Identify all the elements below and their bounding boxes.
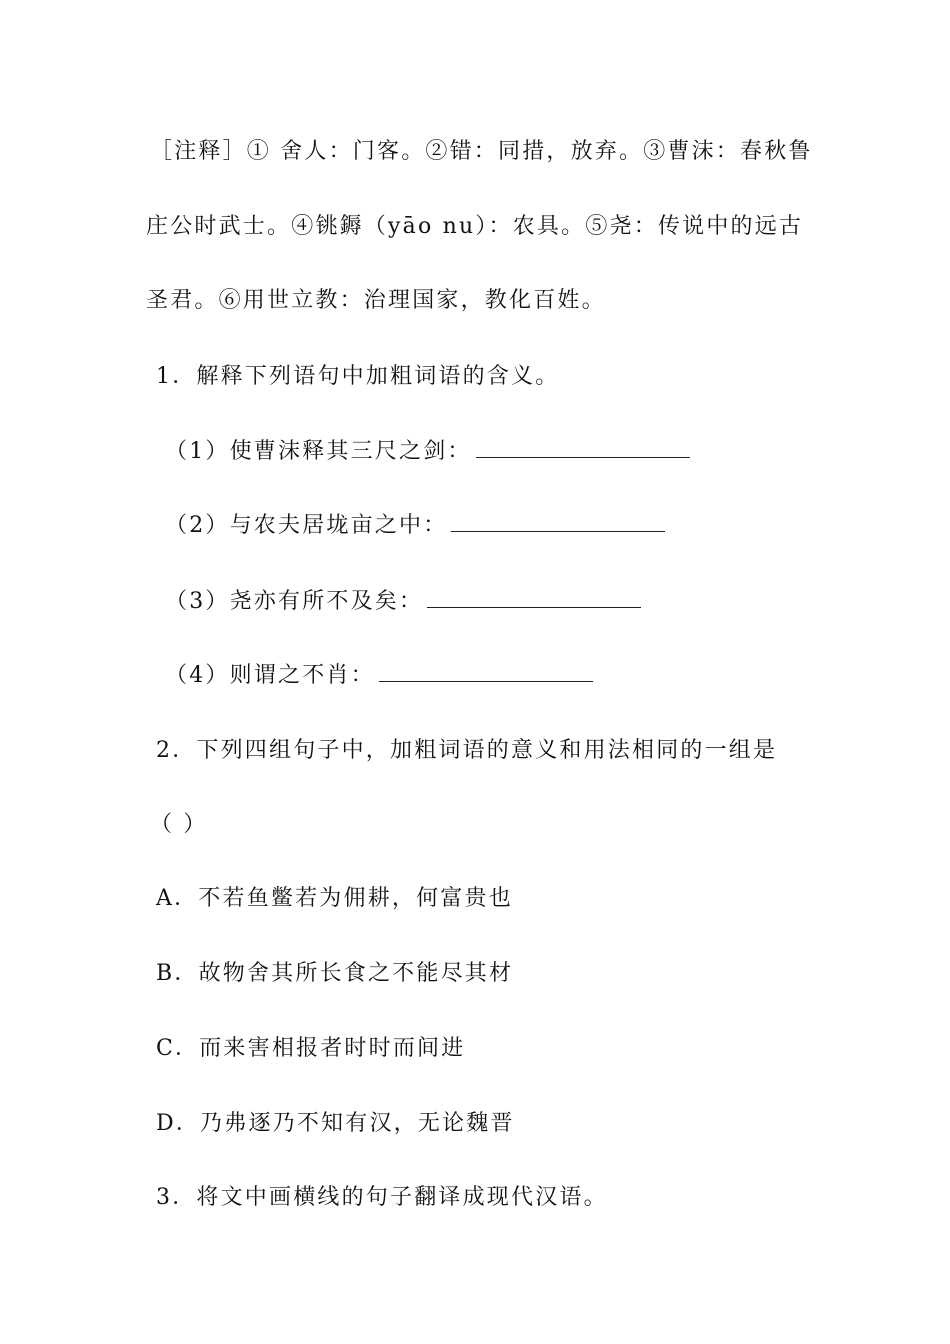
question-2-stem: 2．下列四组句子中，加粗词语的意义和用法相同的一组是	[156, 738, 778, 763]
item-text: （1）使曹沫释其三尺之剑：	[165, 439, 472, 464]
question-2-option-d: D．乃弗逐乃不知有汉，无论魏晋	[156, 1111, 515, 1136]
question-2-option-b: B．故物舍其所长食之不能尽其材	[156, 961, 514, 986]
question-3-stem: 3．将文中画横线的句子翻译成现代汉语。	[156, 1185, 608, 1210]
question-1-item-3	[165, 587, 641, 617]
item-text: （2）与农夫居垅亩之中：	[165, 513, 448, 538]
question-1-stem: 1．解释下列语句中加粗词语的含义。	[156, 364, 560, 389]
answer-blank[interactable]	[476, 439, 690, 458]
question-2-option-c: C．而来害相报者时时而间进	[156, 1036, 466, 1061]
question-2-paren: （ ）	[150, 812, 208, 837]
annotation-line-2: 庄公时武士。④铫鎒（yāo nu）：农具。⑤尧：传说中的远古	[146, 214, 804, 239]
question-1-item-2	[165, 511, 665, 541]
answer-blank[interactable]	[427, 589, 641, 608]
annotation-line-1: ［注释］① 舍人：门客。②错：同措，放弃。③曹沫：春秋鲁	[150, 139, 813, 164]
question-1-item-4	[165, 661, 593, 691]
answer-blank[interactable]	[451, 513, 665, 532]
item-text: （3）尧亦有所不及矣：	[165, 589, 424, 614]
question-2-option-a: A．不若鱼鳖若为佣耕，何富贵也	[156, 886, 513, 911]
question-1-item-1	[165, 437, 690, 467]
item-text: （4）则谓之不肖：	[165, 663, 375, 688]
answer-blank[interactable]	[379, 663, 593, 682]
annotation-line-3: 圣君。⑥用世立教：治理国家，教化百姓。	[146, 288, 606, 313]
